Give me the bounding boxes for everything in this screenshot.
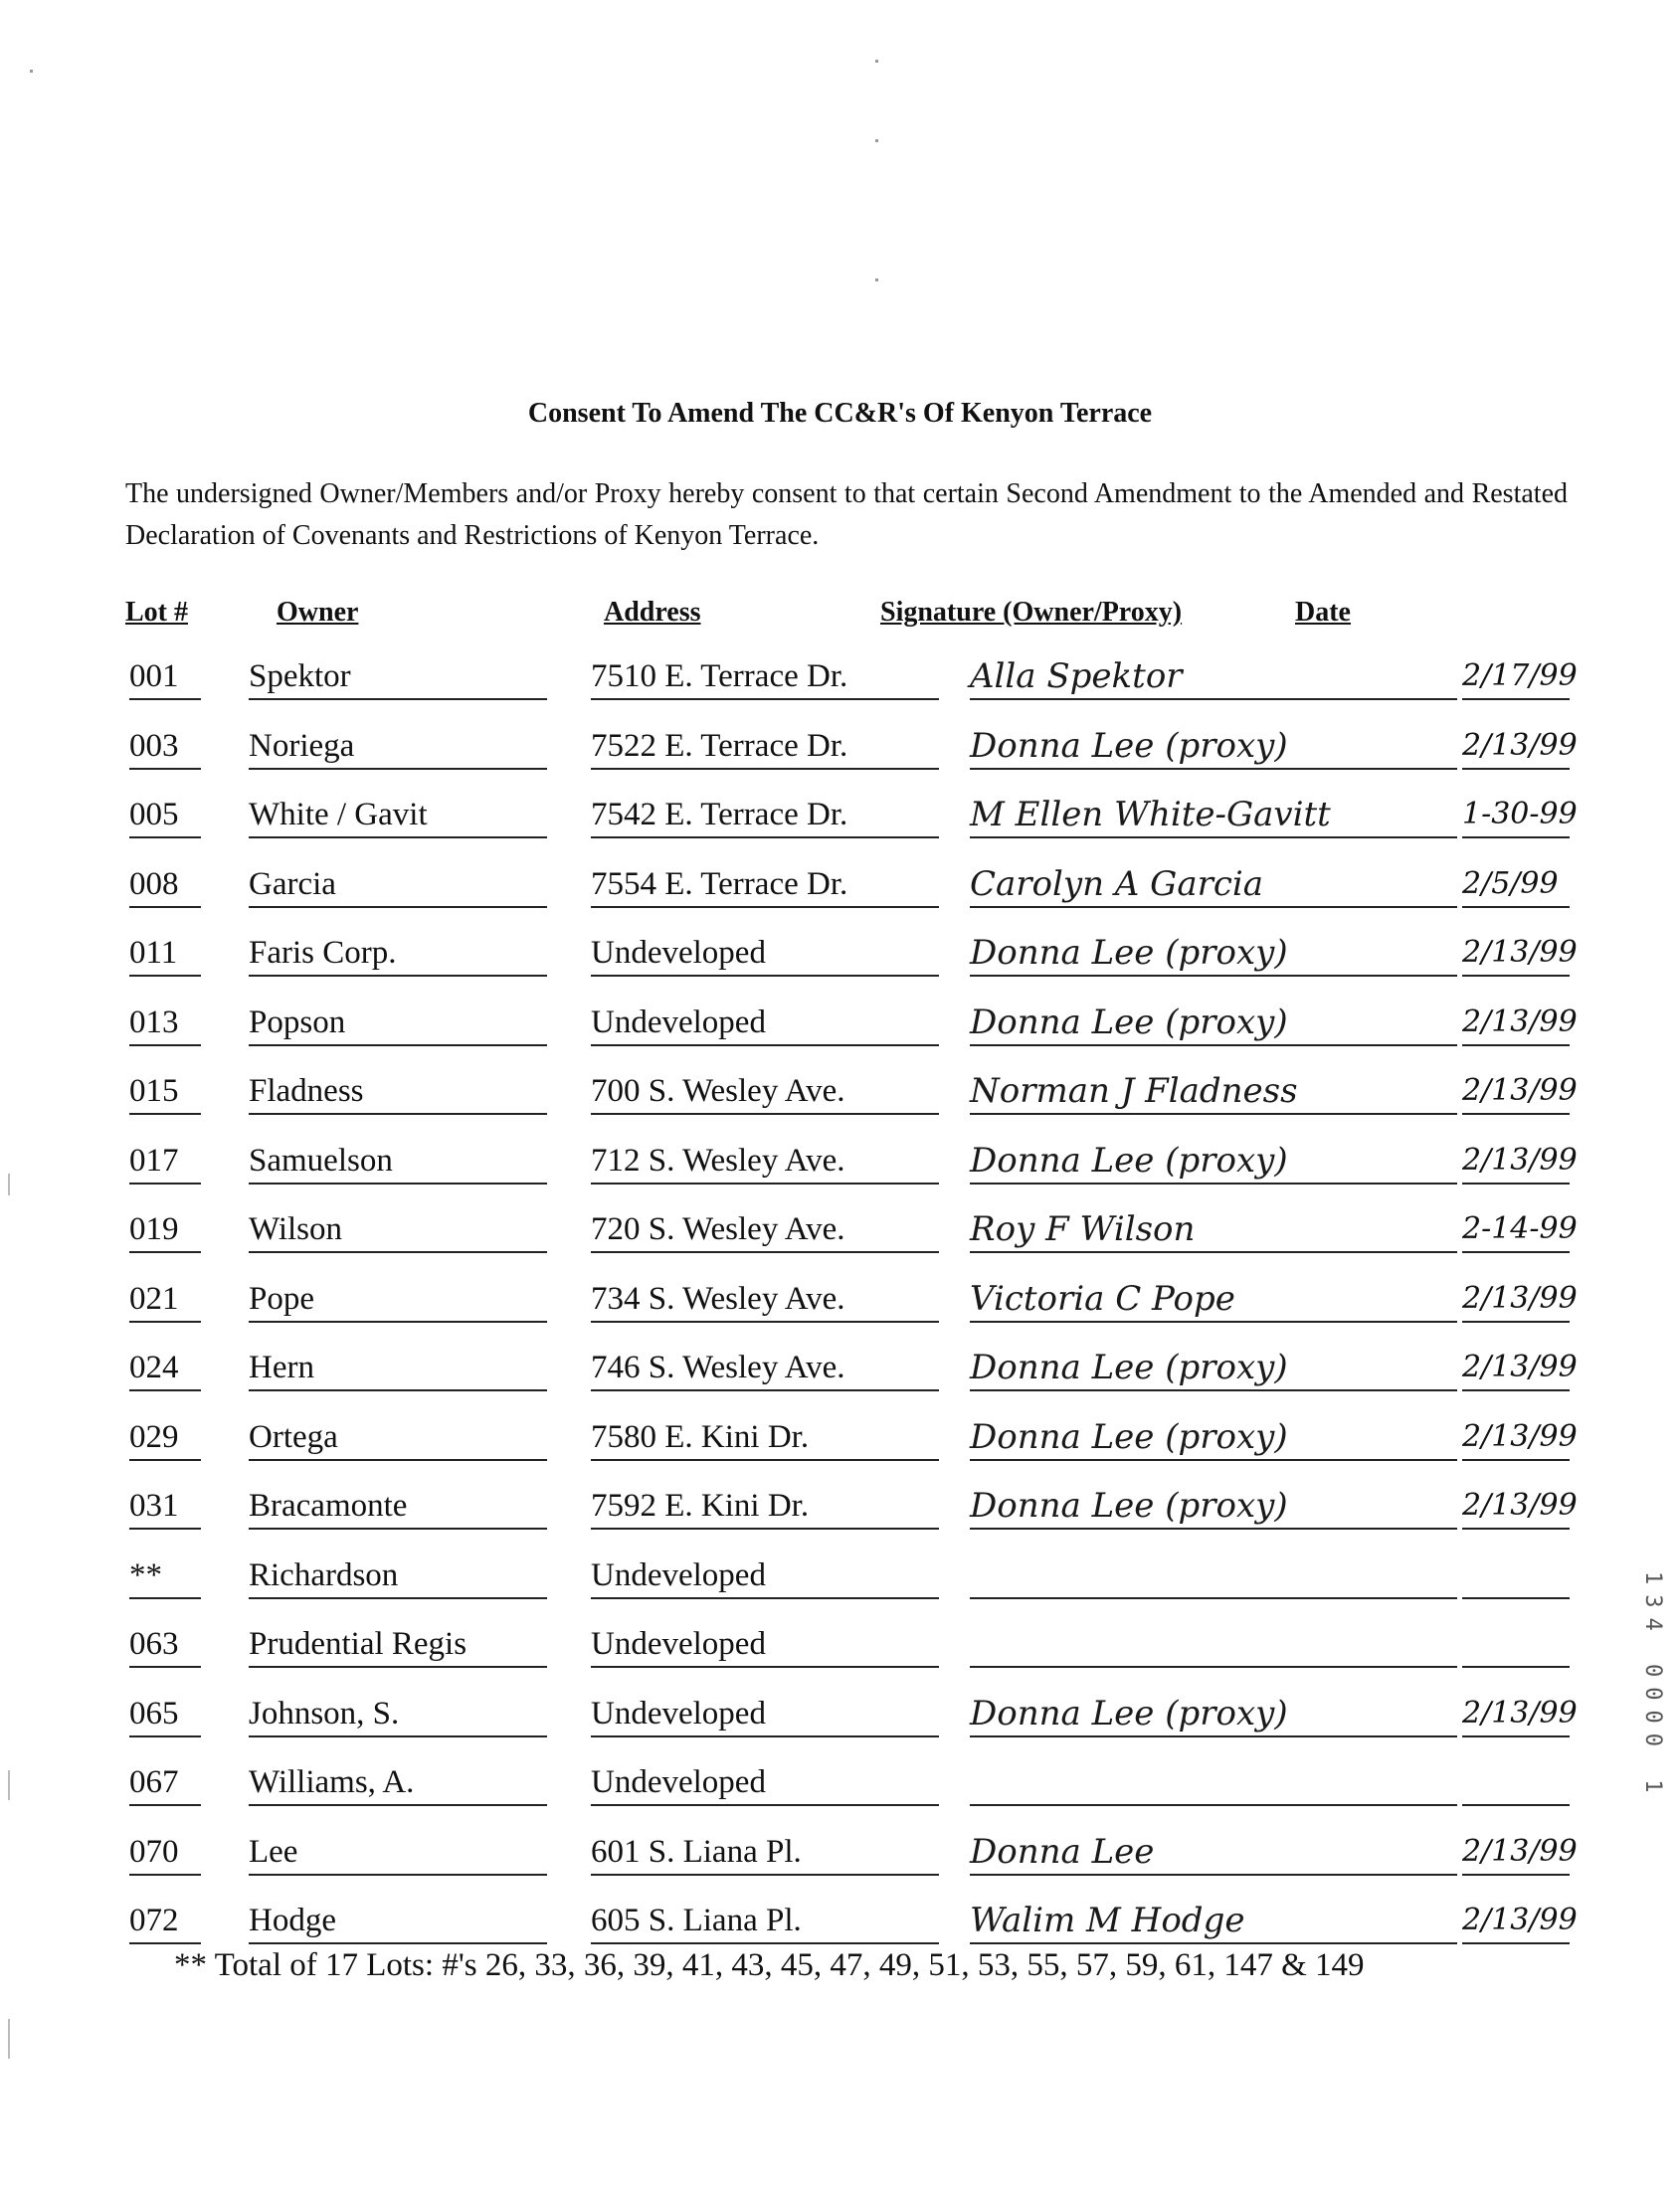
lot-cell: 013 bbox=[129, 1003, 201, 1046]
date-cell bbox=[1462, 1624, 1570, 1668]
date-cell: 2/13/99 bbox=[1462, 1486, 1570, 1530]
signature-cell: Norman J Fladness bbox=[970, 1071, 1457, 1115]
footer-note: ** Total of 17 Lots: #'s 26, 33, 36, 39, 41, 43, 45, 47, 49, 51, 53, 55, 57, 59, 61, 147 & 149 bbox=[174, 1947, 1365, 1983]
owner-cell: Williams, A. bbox=[249, 1762, 547, 1806]
scan-mark bbox=[8, 2019, 10, 2059]
table-row bbox=[0, 1832, 1680, 1902]
signature-cell: Carolyn A Garcia bbox=[970, 864, 1457, 908]
signature-cell bbox=[970, 1762, 1457, 1806]
header-owner: Owner bbox=[277, 597, 359, 628]
table-row bbox=[0, 1071, 1680, 1141]
scan-mark bbox=[8, 1174, 10, 1195]
lot-cell: 067 bbox=[129, 1762, 201, 1806]
address-cell: 700 S. Wesley Ave. bbox=[591, 1071, 939, 1115]
owner-cell: Johnson, S. bbox=[249, 1694, 547, 1737]
table-row bbox=[0, 1624, 1680, 1694]
owner-cell: Ortega bbox=[249, 1417, 547, 1461]
lot-cell: 024 bbox=[129, 1348, 201, 1391]
address-cell: Undeveloped bbox=[591, 1694, 939, 1737]
table-row bbox=[0, 1141, 1680, 1210]
owner-cell: Richardson bbox=[249, 1555, 547, 1599]
table-row bbox=[0, 795, 1680, 864]
owner-cell: Fladness bbox=[249, 1071, 547, 1115]
address-cell: 720 S. Wesley Ave. bbox=[591, 1209, 939, 1253]
date-cell: 2/13/99 bbox=[1462, 1417, 1570, 1461]
owner-cell: Hodge bbox=[249, 1901, 547, 1944]
date-cell: 2/5/99 bbox=[1462, 864, 1570, 908]
address-cell: 7580 E. Kini Dr. bbox=[591, 1417, 939, 1461]
header-address: Address bbox=[604, 597, 701, 628]
signature-cell: Donna Lee (proxy) bbox=[970, 1694, 1457, 1737]
table-row bbox=[0, 1486, 1680, 1555]
lot-cell: 019 bbox=[129, 1209, 201, 1253]
lot-cell: 017 bbox=[129, 1141, 201, 1185]
date-cell: 2/13/99 bbox=[1462, 1348, 1570, 1391]
signature-cell: Victoria C Pope bbox=[970, 1279, 1457, 1323]
signature-cell: Donna Lee (proxy) bbox=[970, 1348, 1457, 1391]
address-cell: 601 S. Liana Pl. bbox=[591, 1832, 939, 1876]
scan-dot bbox=[875, 139, 878, 142]
table-row bbox=[0, 1555, 1680, 1625]
owner-cell: Garcia bbox=[249, 864, 547, 908]
owner-cell: White / Gavit bbox=[249, 795, 547, 838]
address-cell: 605 S. Liana Pl. bbox=[591, 1901, 939, 1944]
signature-cell: Donna Lee (proxy) bbox=[970, 1417, 1457, 1461]
lot-cell: 015 bbox=[129, 1071, 201, 1115]
owner-cell: Prudential Regis bbox=[249, 1624, 547, 1668]
table-row bbox=[0, 656, 1680, 726]
scan-dot bbox=[875, 60, 878, 63]
scan-dot bbox=[30, 70, 33, 73]
address-cell: 7510 E. Terrace Dr. bbox=[591, 656, 939, 700]
owner-cell: Popson bbox=[249, 1003, 547, 1046]
date-cell: 2/13/99 bbox=[1462, 1003, 1570, 1046]
lot-cell: 011 bbox=[129, 933, 201, 977]
date-cell: 2/13/99 bbox=[1462, 1901, 1570, 1944]
owner-cell: Wilson bbox=[249, 1209, 547, 1253]
signature-cell: Donna Lee (proxy) bbox=[970, 726, 1457, 770]
lot-cell: 072 bbox=[129, 1901, 201, 1944]
date-cell: 2/13/99 bbox=[1462, 1071, 1570, 1115]
address-cell: 7592 E. Kini Dr. bbox=[591, 1486, 939, 1530]
date-cell: 2/13/99 bbox=[1462, 1832, 1570, 1876]
owner-cell: Spektor bbox=[249, 656, 547, 700]
owner-cell: Faris Corp. bbox=[249, 933, 547, 977]
table-row bbox=[0, 1348, 1680, 1417]
owner-cell: Bracamonte bbox=[249, 1486, 547, 1530]
address-cell: 746 S. Wesley Ave. bbox=[591, 1348, 939, 1391]
date-cell bbox=[1462, 1762, 1570, 1806]
table-row bbox=[0, 864, 1680, 934]
document-title: Consent To Amend The CC&R's Of Kenyon Terrace bbox=[527, 398, 1153, 429]
date-cell bbox=[1462, 1555, 1570, 1599]
header-lot: Lot # bbox=[125, 597, 188, 628]
table-row bbox=[0, 1003, 1680, 1072]
table-row bbox=[0, 1209, 1680, 1279]
address-cell: 7522 E. Terrace Dr. bbox=[591, 726, 939, 770]
signature-cell: Donna Lee bbox=[970, 1832, 1457, 1876]
signature-cell: Donna Lee (proxy) bbox=[970, 1003, 1457, 1046]
table-row bbox=[0, 1279, 1680, 1349]
lot-cell: 021 bbox=[129, 1279, 201, 1323]
address-cell: 712 S. Wesley Ave. bbox=[591, 1141, 939, 1185]
address-cell: 7542 E. Terrace Dr. bbox=[591, 795, 939, 838]
signature-cell: Donna Lee (proxy) bbox=[970, 1486, 1457, 1530]
address-cell: 734 S. Wesley Ave. bbox=[591, 1279, 939, 1323]
date-cell: 2/13/99 bbox=[1462, 726, 1570, 770]
address-cell: Undeveloped bbox=[591, 1762, 939, 1806]
date-cell: 2/13/99 bbox=[1462, 1694, 1570, 1737]
header-signature: Signature (Owner/Proxy) bbox=[880, 597, 1183, 628]
owner-cell: Samuelson bbox=[249, 1141, 547, 1185]
lot-cell: 005 bbox=[129, 795, 201, 838]
signature-cell: Donna Lee (proxy) bbox=[970, 933, 1457, 977]
owner-cell: Hern bbox=[249, 1348, 547, 1391]
table-row bbox=[0, 1694, 1680, 1763]
scan-mark bbox=[8, 1770, 10, 1800]
date-cell: 2/13/99 bbox=[1462, 1279, 1570, 1323]
intro-paragraph: The undersigned Owner/Members and/or Proxy hereby consent to that certain Second Amendment to the Amended and Restated Declaration of Covenants and Restrictions of Kenyon Terrace. bbox=[125, 478, 1568, 551]
signature-cell: Donna Lee (proxy) bbox=[970, 1141, 1457, 1185]
date-cell: 2/17/99 bbox=[1462, 656, 1570, 700]
date-cell: 2/13/99 bbox=[1462, 1141, 1570, 1185]
lot-cell: 029 bbox=[129, 1417, 201, 1461]
date-cell: 1-30-99 bbox=[1462, 795, 1570, 838]
address-cell: Undeveloped bbox=[591, 1003, 939, 1046]
address-cell: Undeveloped bbox=[591, 933, 939, 977]
lot-cell: 063 bbox=[129, 1624, 201, 1668]
signature-cell: Roy F Wilson bbox=[970, 1209, 1457, 1253]
scan-dot bbox=[875, 278, 878, 281]
lot-cell: 070 bbox=[129, 1832, 201, 1876]
lot-cell: 065 bbox=[129, 1694, 201, 1737]
table-row bbox=[0, 1762, 1680, 1832]
signature-cell: Alla Spektor bbox=[970, 656, 1457, 700]
date-cell: 2/13/99 bbox=[1462, 933, 1570, 977]
table-row bbox=[0, 726, 1680, 796]
page-stamp: 134 0000 1 bbox=[1640, 1571, 1665, 1803]
header-date: Date bbox=[1295, 597, 1351, 628]
lot-cell: 001 bbox=[129, 656, 201, 700]
date-cell: 2-14-99 bbox=[1462, 1209, 1570, 1253]
lot-cell: 031 bbox=[129, 1486, 201, 1530]
lot-cell: 003 bbox=[129, 726, 201, 770]
signature-cell: Walim M Hodge bbox=[970, 1901, 1457, 1944]
address-cell: 7554 E. Terrace Dr. bbox=[591, 864, 939, 908]
table-row bbox=[0, 1417, 1680, 1487]
signature-cell bbox=[970, 1555, 1457, 1599]
address-cell: Undeveloped bbox=[591, 1555, 939, 1599]
table-row bbox=[0, 933, 1680, 1003]
signature-cell: M Ellen White-Gavitt bbox=[970, 795, 1457, 838]
owner-cell: Pope bbox=[249, 1279, 547, 1323]
owner-cell: Lee bbox=[249, 1832, 547, 1876]
address-cell: Undeveloped bbox=[591, 1624, 939, 1668]
owner-cell: Noriega bbox=[249, 726, 547, 770]
lot-cell: 008 bbox=[129, 864, 201, 908]
signature-cell bbox=[970, 1624, 1457, 1668]
lot-cell: ** bbox=[129, 1555, 201, 1599]
